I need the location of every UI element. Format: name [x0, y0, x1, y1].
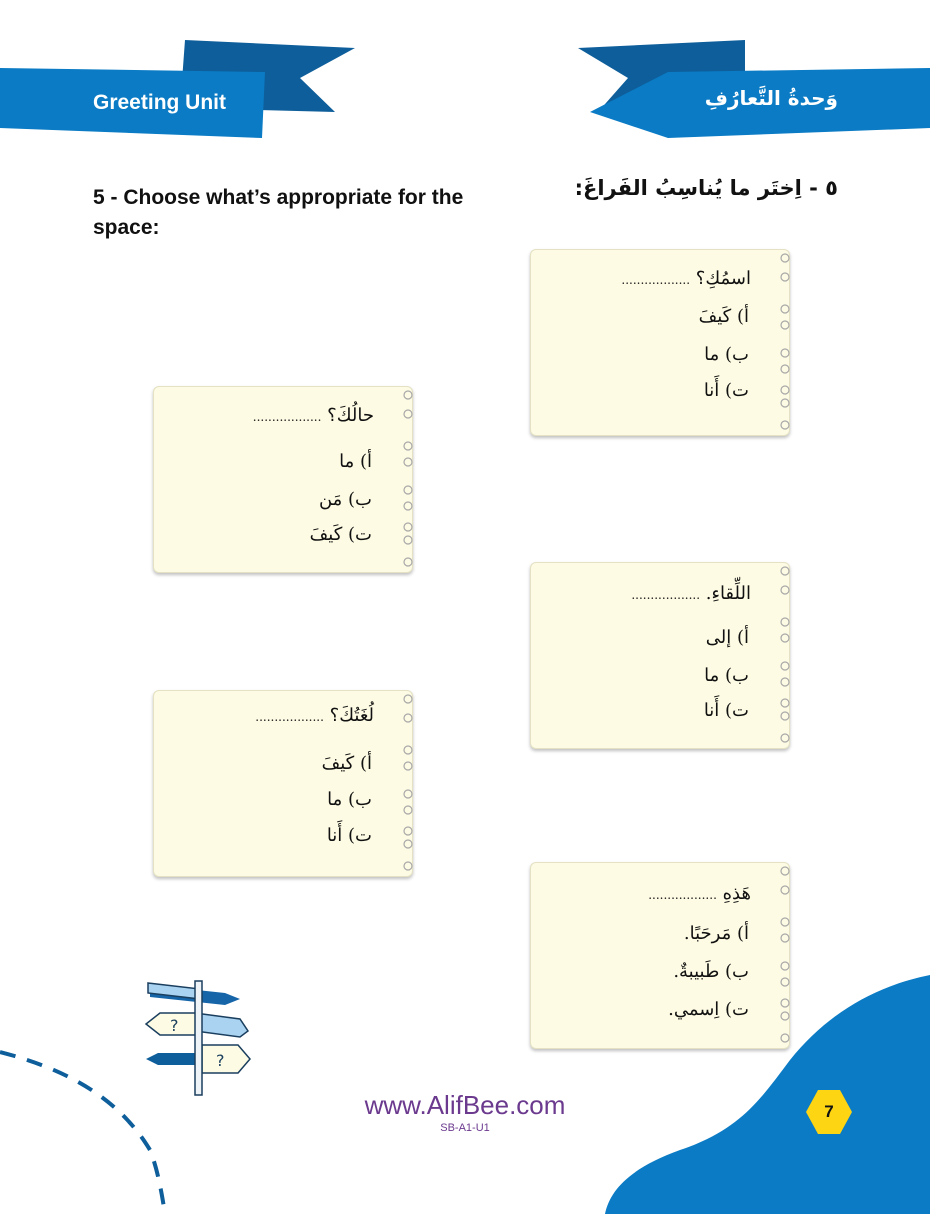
sign-arrow-right [202, 1045, 250, 1073]
page-number: 7 [824, 1102, 834, 1121]
spiral-rings [396, 387, 426, 572]
left-banner-title: Greeting Unit [93, 91, 227, 114]
card-question [648, 883, 751, 904]
sign-pole [195, 981, 202, 1095]
spiral-rings [773, 250, 803, 435]
spiral-rings [773, 863, 803, 1048]
question-word: اللِّقاءِ. [705, 583, 751, 604]
footer-code: SB-A1-U1 [440, 1122, 490, 1134]
sign-question-1: ? [170, 1016, 179, 1035]
question-word: لُغَتُكَ؟ [329, 705, 374, 726]
question-card-3 [530, 562, 790, 749]
blank-line: .................. [252, 410, 322, 424]
option-b[interactable]: ب) طَبيبةٌ. [673, 961, 749, 982]
blank-line: .................. [621, 273, 691, 287]
card-question [253, 405, 374, 426]
sign-question-2: ? [216, 1051, 225, 1070]
option-a[interactable]: أ) ما [339, 451, 372, 472]
option-a[interactable]: أ) إلى [705, 627, 749, 648]
option-c[interactable]: ت) أَنا [703, 380, 749, 401]
option-a[interactable]: أ) كَيفَ [698, 306, 749, 327]
option-b[interactable]: ب) مَن [318, 489, 372, 510]
option-a[interactable]: أ) كَيفَ [321, 753, 372, 774]
sign-arrow-bottom-left [146, 1053, 198, 1065]
question-card-5 [530, 862, 790, 1049]
blank-line: .................. [631, 588, 701, 602]
signpost-illustration [140, 975, 260, 1097]
option-b[interactable]: ب) ما [327, 789, 372, 810]
option-c[interactable]: ت) أَنا [326, 825, 372, 846]
blank-line: .................. [648, 888, 717, 902]
option-c[interactable]: ت) كَيفَ [309, 524, 372, 545]
blank-line: .................. [255, 710, 324, 724]
instruction-english: 5 - Choose what’s appropriate for the space: [93, 186, 464, 239]
option-b[interactable]: ب) ما [704, 665, 749, 686]
question-card-1 [530, 249, 790, 436]
option-b[interactable]: ب) ما [704, 344, 749, 365]
option-a[interactable]: أ) مَرحَبًا. [683, 923, 749, 944]
question-card-4 [153, 690, 413, 877]
spiral-rings [773, 563, 803, 748]
instruction-arabic: ٥ - اِختَر ما يُناسِبُ الفَراغَ: [574, 176, 838, 200]
card-question [631, 583, 751, 604]
footer-website[interactable]: www.AlifBee.com [364, 1090, 566, 1120]
spiral-rings [396, 691, 426, 876]
question-word: اسمُكِ؟ [695, 268, 751, 289]
sign-arrow-middle [195, 1013, 248, 1037]
question-word: حالُكَ؟ [327, 405, 374, 426]
question-card-2 [153, 386, 413, 573]
right-banner-title: وَحدةُ التَّعارُفِ [704, 86, 838, 110]
question-word: هَذِهِ [722, 883, 751, 904]
option-c[interactable]: ت) أَنا [703, 700, 749, 721]
option-c[interactable]: ت) اِسمي. [668, 999, 749, 1020]
card-question [621, 268, 751, 289]
card-question [255, 705, 374, 726]
